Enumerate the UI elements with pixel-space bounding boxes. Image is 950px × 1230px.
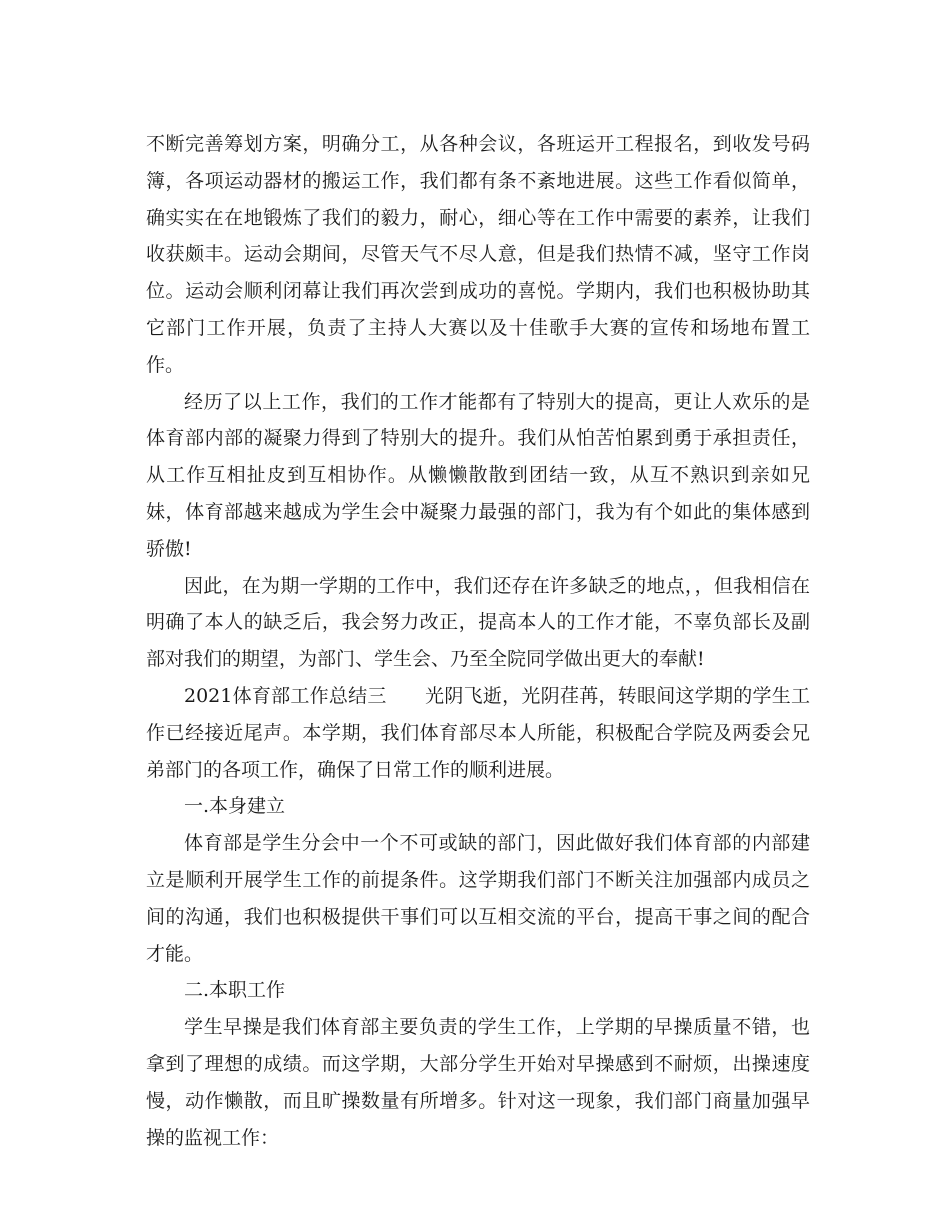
paragraph-sports-meet-work: 不断完善筹划方案，明确分工，从各种会议，各班运开工程报名，到收发号码簿，各项运动器材的搬运工作，我们都有条不紊地进展。这些工作看似简单，确实实在在地锻炼了我们的毅力，耐心，细心等在工作中需要的素养，让我们收获颇丰。运动会期间，尽管天气不尽人意，但是我们热情不减，坚守工作岗位。运动会顺利闭幕让我们再次尝到成功的喜悦。学期内，我们也积极协助其它部门工作开展，负责了主持人大赛以及十佳歌手大赛的宣传和场地布置工作。 [146,133,810,376]
section-heading-self-building: 一.本身建立 [184,795,286,818]
paragraph-shortcomings: 因此，在为期一学期的工作中，我们还存在许多缺乏的地点，，但我相信在明确了本人的缺乏后，我会努力改正，提高本人的工作才能，不辜负部长及副部对我们的期望，为部门、学生会、乃至全院同学做出更大的奉献! [146,574,810,671]
section-heading-core-duties: 二.本职工作 [184,979,286,1002]
paragraph-team-cohesion: 经历了以上工作，我们的工作才能都有了特别大的提高，更让人欢乐的是体育部内部的凝聚力得到了特别大的提升。我们从怕苦怕累到勇于承担责任，从工作互相扯皮到互相协作。从懒懒散散到团结一致，从互不熟识到亲如兄妹，体育部越来越成为学生会中凝聚力最强的部门，我为有个如此的集体感到骄傲! [146,390,810,560]
document-body [146,126,810,1156]
paragraph-morning-exercise: 学生早操是我们体育部主要负责的学生工作，上学期的早操质量不错，也拿到了理想的成绩。而这学期，大部分学生开始对早操感到不耐烦，出操速度慢，动作懒散，而且旷操数量有所增多。针对这一现象，我们部门商量加强早操的监视工作： [146,1016,810,1149]
paragraph-summary-three-intro: 2021体育部工作总结三 光阴飞逝，光阴荏苒，转眼间这学期的学生工作已经接近尾声。本学期，我们体育部尽本人所能，积极配合学院及两委会兄弟部门的各项工作，确保了日常工作的顺利进展。 [146,684,810,781]
paragraph-internal-building: 体育部是学生分会中一个不可或缺的部门，因此做好我们体育部的内部建立是顺利开展学生工作的前提条件。这学期我们部门不断关注加强部内成员之间的沟通，我们也积极提供干事们可以互相交流的平台，提高干事之间的配合才能。 [146,832,810,965]
